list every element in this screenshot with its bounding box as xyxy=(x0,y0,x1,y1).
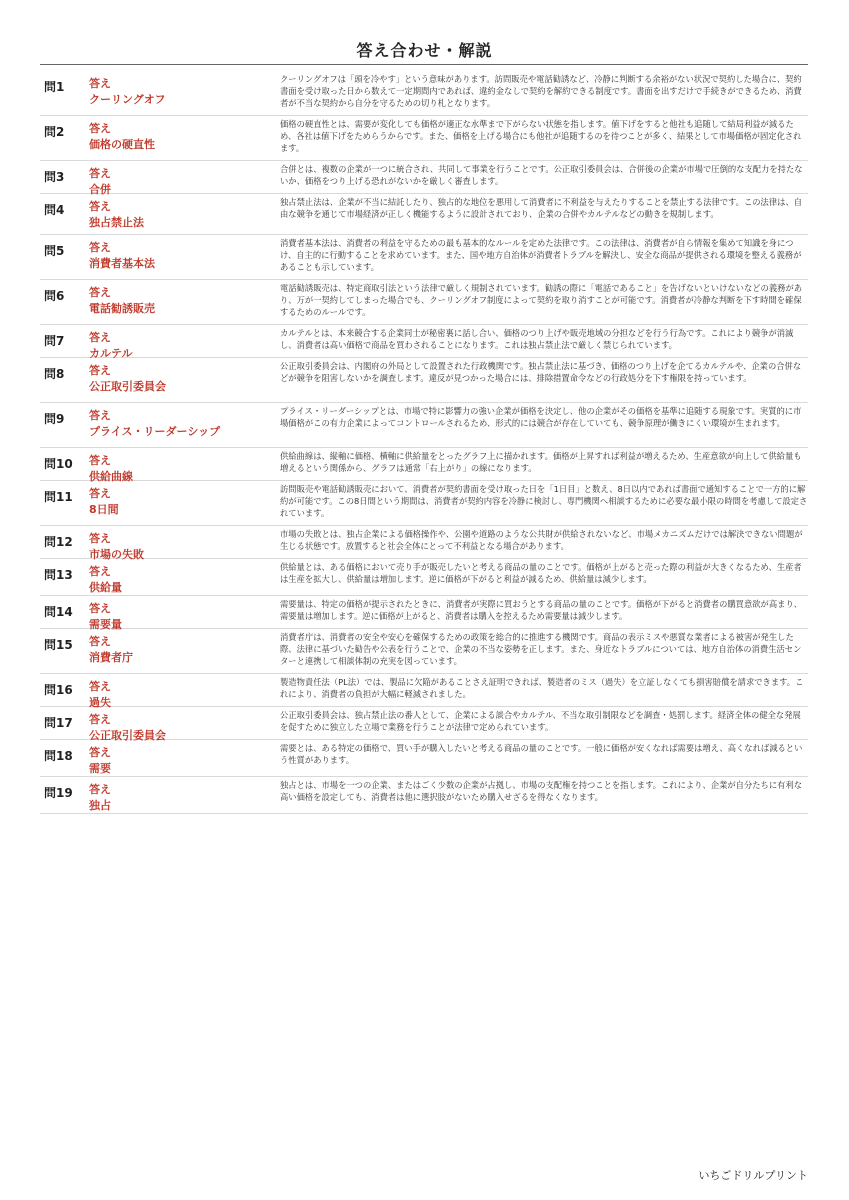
qa-row xyxy=(40,596,808,629)
answer-label: 答え xyxy=(89,286,111,299)
answer-term: 市場の失敗 xyxy=(89,548,144,561)
question-number: 問7 xyxy=(44,334,65,348)
explanation-text: 需要量は、特定の価格が提示されたときに、消費者が実際に買おうとする商品の量のことです。価格が下がると消費者の購買意欲が高まり、需要量は増加します。逆に価格が上がると、消費者は購入を控えるため需要量は減少します。 xyxy=(280,599,803,621)
answer-list xyxy=(40,71,808,814)
answer-term: カルテル xyxy=(89,347,133,360)
qa-row xyxy=(40,448,808,481)
answer-term: 需要 xyxy=(89,762,111,775)
answer-term: 合併 xyxy=(89,183,111,196)
question-number: 問12 xyxy=(44,535,73,549)
qa-row xyxy=(40,235,808,280)
answer-label: 答え xyxy=(89,241,111,254)
answer-block xyxy=(89,782,274,814)
question-number: 問13 xyxy=(44,568,73,582)
question-number: 問6 xyxy=(44,289,65,303)
answer-label: 答え xyxy=(89,565,111,578)
explanation-text: 消費者庁は、消費者の安全や安心を確保するための政策を総合的に推進する機関です。商品の表示ミスや悪質な業者による被害が発生した際、法律に基づいた勧告や公表を行うことで、企業の不当な姿勢を正します。また、身近なトラブルについては、地方自治体の消費生活センターと連携して相談体制の充実を図っています。 xyxy=(280,632,802,666)
explanation-text: 消費者基本法は、消費者の利益を守るための最も基本的なルールを定めた法律です。この法律は、消費者が自ら情報を集めて知識を身につけ、自主的に行動することを求めています。また、国や地方自治体が消費者トラブルを解決し、安全な商品が提供される環境を整える義務があることも示しています。 xyxy=(280,238,802,272)
explanation-text: 電話勧誘販売は、特定商取引法という法律で厳しく規制されています。勧誘の際に「電話であること」を告げないといけないなどの義務があり、万が一契約してしまった場合でも、クーリングオフ制度によって契約を取り消すことが可能です。消費者が冷静な判断を下す時間を確保するためのルールです。 xyxy=(280,283,803,317)
qa-row xyxy=(40,403,808,448)
qa-row xyxy=(40,526,808,559)
title-divider xyxy=(40,64,808,65)
answer-block xyxy=(89,76,274,108)
qa-row xyxy=(40,116,808,161)
explanation-text: プライス・リーダーシップとは、市場で特に影響力の強い企業が価格を決定し、他の企業がその価格を基準に追随する現象です。実質的に市場価格がこの有力企業によってコントロールされるため、形式的には競合が存在していても、競争原理が働きにくい環境が生まれます。 xyxy=(280,406,802,428)
answer-label: 答え xyxy=(89,783,111,796)
qa-row xyxy=(40,674,808,707)
answer-block xyxy=(89,634,274,666)
answer-label: 答え xyxy=(89,331,111,344)
answer-term: 消費者基本法 xyxy=(89,257,155,270)
answer-block xyxy=(89,199,274,231)
explanation-text: 製造物責任法（PL法）では、製品に欠陥があることさえ証明できれば、製造者のミス（過失）を立証しなくても損害賠償を請求できます。これにより、消費者の負担が大幅に軽減されました。 xyxy=(280,677,804,699)
question-number: 問2 xyxy=(44,125,65,139)
answer-term: 価格の硬直性 xyxy=(89,138,155,151)
answer-term: クーリングオフ xyxy=(89,93,166,106)
answer-term: 過失 xyxy=(89,696,111,709)
answer-label: 答え xyxy=(89,602,111,615)
explanation-text: 合併とは、複数の企業が一つに統合され、共同して事業を行うことです。公正取引委員会は、合併後の企業が市場で圧倒的な支配力を持たないか、価格をつり上げる恐れがないかを厳しく審査します。 xyxy=(280,164,803,186)
answer-block xyxy=(89,745,274,777)
question-number: 問10 xyxy=(44,457,73,471)
answer-term: 公正取引委員会 xyxy=(89,380,166,393)
answer-label: 答え xyxy=(89,122,111,135)
answer-term: 独占禁止法 xyxy=(89,216,144,229)
answer-term: 供給曲線 xyxy=(89,470,133,483)
answer-block xyxy=(89,285,274,317)
answer-term: 独占 xyxy=(89,799,111,812)
answer-label: 答え xyxy=(89,77,111,90)
qa-row xyxy=(40,161,808,194)
qa-row xyxy=(40,740,808,777)
explanation-text: 公正取引委員会は、独占禁止法の番人として、企業による談合やカルテル、不当な取引制限などを調査・処罰します。経済全体の健全な発展を促すために独立した立場で業務を行うことが法律で定められています。 xyxy=(280,710,801,732)
explanation-text: 供給量とは、ある価格において売り手が販売したいと考える商品の量のことです。価格が上がると売った際の利益が大きくなるため、生産者は生産を拡大し、供給量は増加します。逆に価格が下がると利益が減るため、供給量は減少します。 xyxy=(280,562,802,584)
question-number: 問9 xyxy=(44,412,65,426)
qa-row xyxy=(40,481,808,526)
question-number: 問14 xyxy=(44,605,73,619)
question-number: 問17 xyxy=(44,716,73,730)
answer-label: 答え xyxy=(89,680,111,693)
question-number: 問19 xyxy=(44,786,73,800)
explanation-text: 独占禁止法は、企業が不当に結託したり、独占的な地位を悪用して消費者に不利益を与えたりすることを禁止する法律です。この法律は、自由な競争を通じて市場経済が正しく機能するように設計されており、企業の合併やカルテルなどの動きを規制します。 xyxy=(280,197,803,219)
qa-row xyxy=(40,280,808,325)
answer-label: 答え xyxy=(89,454,111,467)
answer-label: 答え xyxy=(89,635,111,648)
question-number: 問5 xyxy=(44,244,65,258)
explanation-text: 供給曲線は、縦軸に価格、横軸に供給量をとったグラフ上に描かれます。価格が上昇すれば利益が増えるため、生産意欲が向上して供給量も増えるという関係から、グラフは通常「右上がり」の線になります。 xyxy=(280,451,802,473)
answer-term: プライス・リーダーシップ xyxy=(89,425,221,438)
answer-label: 答え xyxy=(89,167,111,180)
qa-row xyxy=(40,559,808,596)
explanation-text: 訪問販売や電話勧誘販売において、消費者が契約書面を受け取った日を「1日目」と数え、8日以内であれば書面で通知することで一方的に解約が可能です。この8日間という期間は、消費者が契約内容を冷静に検討し、専門機関へ相談するために必要な最小限の時間を考慮して設定されています。 xyxy=(280,484,808,518)
answer-label: 答え xyxy=(89,409,111,422)
answer-term: 消費者庁 xyxy=(89,651,133,664)
answer-label: 答え xyxy=(89,713,111,726)
qa-row xyxy=(40,71,808,116)
question-number: 問8 xyxy=(44,367,65,381)
answer-label: 答え xyxy=(89,746,111,759)
answer-block xyxy=(89,363,274,395)
page-title: 答え合わせ・解説 xyxy=(356,41,493,60)
answer-term: 需要量 xyxy=(89,618,122,631)
answer-block xyxy=(89,240,274,272)
question-number: 問11 xyxy=(44,490,73,504)
answer-block xyxy=(89,486,274,518)
qa-row xyxy=(40,777,808,814)
answer-block xyxy=(89,121,274,153)
explanation-text: 価格の硬直性とは、需要が変化しても価格が適正な水準まで下がらない状態を指します。値下げをすると他社も追随して結局利益が減るため、各社は値下げをためらうからです。また、価格を上げる場合にも他社が追随するのを待つことが多く、結果として市場価格が固定化されます。 xyxy=(280,119,802,153)
question-number: 問3 xyxy=(44,170,65,184)
qa-row xyxy=(40,325,808,358)
answer-term: 8日間 xyxy=(89,503,119,516)
qa-row xyxy=(40,194,808,235)
answer-label: 答え xyxy=(89,364,111,377)
explanation-text: 需要とは、ある特定の価格で、買い手が購入したいと考える商品の量のことです。一般に価格が安くなれば需要は増え、高くなれば減るという性質があります。 xyxy=(280,743,803,765)
qa-row xyxy=(40,707,808,740)
answer-term: 供給量 xyxy=(89,581,122,594)
answer-label: 答え xyxy=(89,532,111,545)
answer-block xyxy=(89,408,274,440)
qa-row xyxy=(40,629,808,674)
explanation-text: 市場の失敗とは、独占企業による価格操作や、公園や道路のような公共財が供給されないなど、市場メカニズムだけでは解決できない問題が生じる状態です。放置すると社会全体にとって不利益となる場合があります。 xyxy=(280,529,803,551)
explanation-text: カルテルとは、本来競合する企業同士が秘密裏に話し合い、価格のつり上げや販売地域の分担などを行う行為です。これにより競争が消滅し、消費者は高い価格で商品を買わされることになります。これは独占禁止法で厳しく禁じられています。 xyxy=(280,328,794,350)
answer-label: 答え xyxy=(89,487,111,500)
question-number: 問4 xyxy=(44,203,65,217)
question-number: 問1 xyxy=(44,80,65,94)
qa-row xyxy=(40,358,808,403)
explanation-text: 独占とは、市場を一つの企業、またはごく少数の企業が占拠し、市場の支配権を持つことを指します。これにより、企業が自分たちに有利な高い価格を設定しても、消費者は他に選択肢がないため購入せざるを得なくなります。 xyxy=(280,780,803,802)
answer-label: 答え xyxy=(89,200,111,213)
question-number: 問15 xyxy=(44,638,73,652)
explanation-text: 公正取引委員会は、内閣府の外局として設置された行政機関です。独占禁止法に基づき、価格のつり上げを企てるカルテルや、企業の合併などが競争を阻害しないかを調査します。違反が見つかった場合には、排除措置命令などの行政処分を下す権限を持っています。 xyxy=(280,361,802,383)
explanation-text: クーリングオフは「頭を冷やす」という意味があります。訪問販売や電話勧誘など、冷静に判断する余裕がない状況で契約した場合に、契約書面を受け取った日から数えて一定期間内であれば、違約金なしで契約を解約できる制度です。書面を出すだけで手続きができるため、消費者が不当な契約から自分を守るための切り札となります。 xyxy=(280,74,802,108)
question-number: 問16 xyxy=(44,683,73,697)
answer-term: 電話勧誘販売 xyxy=(89,302,155,315)
answer-term: 公正取引委員会 xyxy=(89,729,166,742)
question-number: 問18 xyxy=(44,749,73,763)
footer-brand: いちごドリルプリント xyxy=(698,1169,808,1182)
answer-block xyxy=(89,564,274,596)
